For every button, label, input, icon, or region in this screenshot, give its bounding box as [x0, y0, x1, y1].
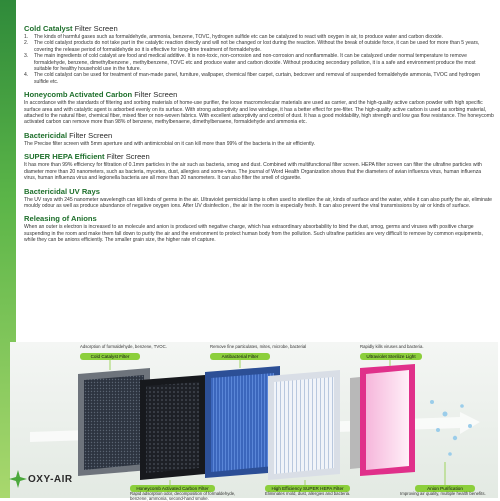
- title-bold: Bactericidal: [24, 130, 68, 140]
- oxy-air-logo: [8, 463, 80, 493]
- section-bactericidal: [24, 131, 494, 147]
- item-text: The cold catalyst can be used for treatment of man-made panel, furniture, wallpaper, chemical fiber carpet, curtain, bedcover and removal of suspended formaldehyde ammonia, TVOC and hydrogen sulfide etc.: [34, 72, 481, 85]
- item-number: 4.: [24, 72, 29, 79]
- caption-honeycomb: Rapid adsorption odor, decomposition of formaldehyde, benzene, ammonia, second-hand smoke.: [130, 491, 236, 501]
- list-item: [24, 40, 494, 53]
- label-cold-catalyst-filter: Cold Catalyst Filter: [80, 353, 140, 360]
- title-rest: Filter Screen: [67, 130, 113, 140]
- section-title: [24, 24, 494, 33]
- list-item: [24, 72, 494, 85]
- cold-catalyst-list: [24, 34, 494, 85]
- logo-icon: [8, 469, 28, 489]
- section-cold-catalyst: [24, 24, 494, 85]
- hepa-filter-graphic: [268, 370, 340, 480]
- logo-text: OXY-AIR: [28, 474, 73, 485]
- title-bold: Cold Catalyst: [24, 24, 73, 33]
- label-honeycomb-filter: Honeycomb Activated Carbon Filter: [130, 485, 215, 492]
- list-item: [24, 53, 494, 72]
- section-title: [24, 90, 494, 99]
- item-number: 1.: [24, 34, 29, 40]
- section-text: It has more than 99% efficiency for filtration of 0.1mm particles in the air such as bacteria, smog and dust. Combined with multifunctional filter screen. HEPA filter screen can filter the ultrafine particles with diameter more than 20 nanometers, such as bacteria, mycetes, dust, allergies and some-virus. The journal of Word Health Organization shows that the diameters of avian influenza virus, human influenza virus, human influenza virus and legionella bacteria are all more than 20 nanometers. It can also filter the smell of cigarette.: [24, 162, 482, 182]
- caption-cold-catalyst: Adsorption of formaldehyde, benzene, TVOC.: [80, 344, 167, 349]
- section-anions: [24, 214, 494, 243]
- section-title: [24, 152, 494, 161]
- section-title: [24, 214, 494, 223]
- title-rest: Filter Screen: [72, 24, 118, 33]
- caption-hepa: Eliminates mold, dust, allergies and bacteria.: [265, 491, 351, 496]
- item-number: 2.: [24, 40, 29, 47]
- uv-light-graphic: [350, 364, 415, 476]
- section-title: [24, 187, 494, 196]
- section-text: In accordance with the standards of filtering and sorbing materials of home-use purifier, the loose macromolecular materials are used as carrier, and the high-quality active carbon powder with high specific surface area and with catalytic agent is adsorbed evenly on its surface. With strong adsorptivity and low windage, it has a better effect for pre-filter. The high-quality active carbon is used as sorbing material, attached to the natural fiber, chemical fiber, mixed fiber or non-woven fabrics. With excellent adsorptivity and control of dust. It has a good moldability, high strength and low gas flow resistance. The honeycomb activated carbon can remove more than 98% of benzene, methylbenaene, dimethylbenaene, formaldehyde and ammonia etc.: [24, 100, 494, 126]
- item-text: The cold catalyst products do not take part in the catalytic reaction directly and will not be changed or lost during the reaction. Without the break of outside force, it can be used for more than 5 years, covering the release period of formaldehyde so it is effective for long-time treatment of formaldehyde.: [34, 40, 480, 53]
- caption-uv: Rapidly kills viruses and bacteria.: [360, 344, 424, 349]
- label-hepa-filter: High Efficiency SUPER HEPA Filter: [265, 485, 350, 492]
- title-bold: Releasing of Anions: [24, 214, 97, 224]
- label-uv-light: Ultraviolet Sterilize Light: [360, 353, 422, 360]
- section-honeycomb: [24, 90, 494, 126]
- section-hepa: [24, 152, 494, 181]
- section-uv: [24, 187, 494, 210]
- honeycomb-carbon-filter-graphic: [140, 375, 205, 480]
- section-text: When an outer is electron is increased to an molecule and anion is produced with negative charge, which has extraordinary absorbability to bind the dust, smog, germs and viruses with positive charge suspending in the room and make them fall down to purity the air and the environment to protect human body from the pollution. Such ultrafine particles are very difficult to remove by common equipments, while they can be anions efficiently. The smaller grain size, the higher rate of capture.: [24, 224, 483, 244]
- title-rest: Filter Screen: [132, 90, 178, 100]
- title-bold: SUPER HEPA Efficient: [24, 152, 105, 162]
- caption-anion: Improving air quality, multiple health benefits.: [400, 491, 486, 496]
- section-text: The UV rays with 245 nanometer wavelength can kill kinds of germs in the air. Ultraviolet germicidal lamp is often used to sterilize the air, kinds of surface and the water, while it can also purify the air, eliminate mouldy odour as well as produce abundance of negative oxygen ions. After UV disinfection , the air in the room is especially fresh. It can also prevent the viral transmissions by air or kinds of surface.: [24, 196, 493, 209]
- section-text: The Precise filter screen with 5mm aperture and with antimicrobial on it can kill more than 99% of the bacteria in the air efficiently.: [24, 140, 316, 147]
- label-antibacterial-filter: Antibacterial Filter: [210, 353, 270, 360]
- section-title: [24, 131, 494, 140]
- title-bold: Bactericidal UV Rays: [24, 186, 100, 196]
- label-anion: Anion Purification: [415, 485, 475, 492]
- title-bold: Honeycomb Activated Carbon: [24, 90, 133, 100]
- content: [24, 24, 494, 249]
- cold-catalyst-filter-graphic: [78, 368, 150, 476]
- title-rest: Filter Screen: [104, 152, 150, 162]
- item-text: The kinds of harmful gases such as formaldehyde, ammonia, benzene, TOVC, hydrogen sulfide etc can be catalyzed to react with oxygen in air, to produce water and carbon dioxide.: [34, 34, 443, 40]
- caption-antibacterial: Remove fine particulates, mites, microbe, bacterial: [210, 344, 307, 349]
- item-number: 3.: [24, 53, 29, 60]
- item-text: The main ingredients of cold catalyst are food and medical additive. It is non-toxic, non-corrosion and non-corrosion and nonflammable. It can be catalyzed under normal temperature to remove formaldehyde, benzene, dimethylbenzene , methylbenzene, TOVC etc and produce water and carbon dioxide. Without producing secondary pollution, it is a safe and environment produce the most suitable for healthy household use in the future.: [34, 53, 476, 73]
